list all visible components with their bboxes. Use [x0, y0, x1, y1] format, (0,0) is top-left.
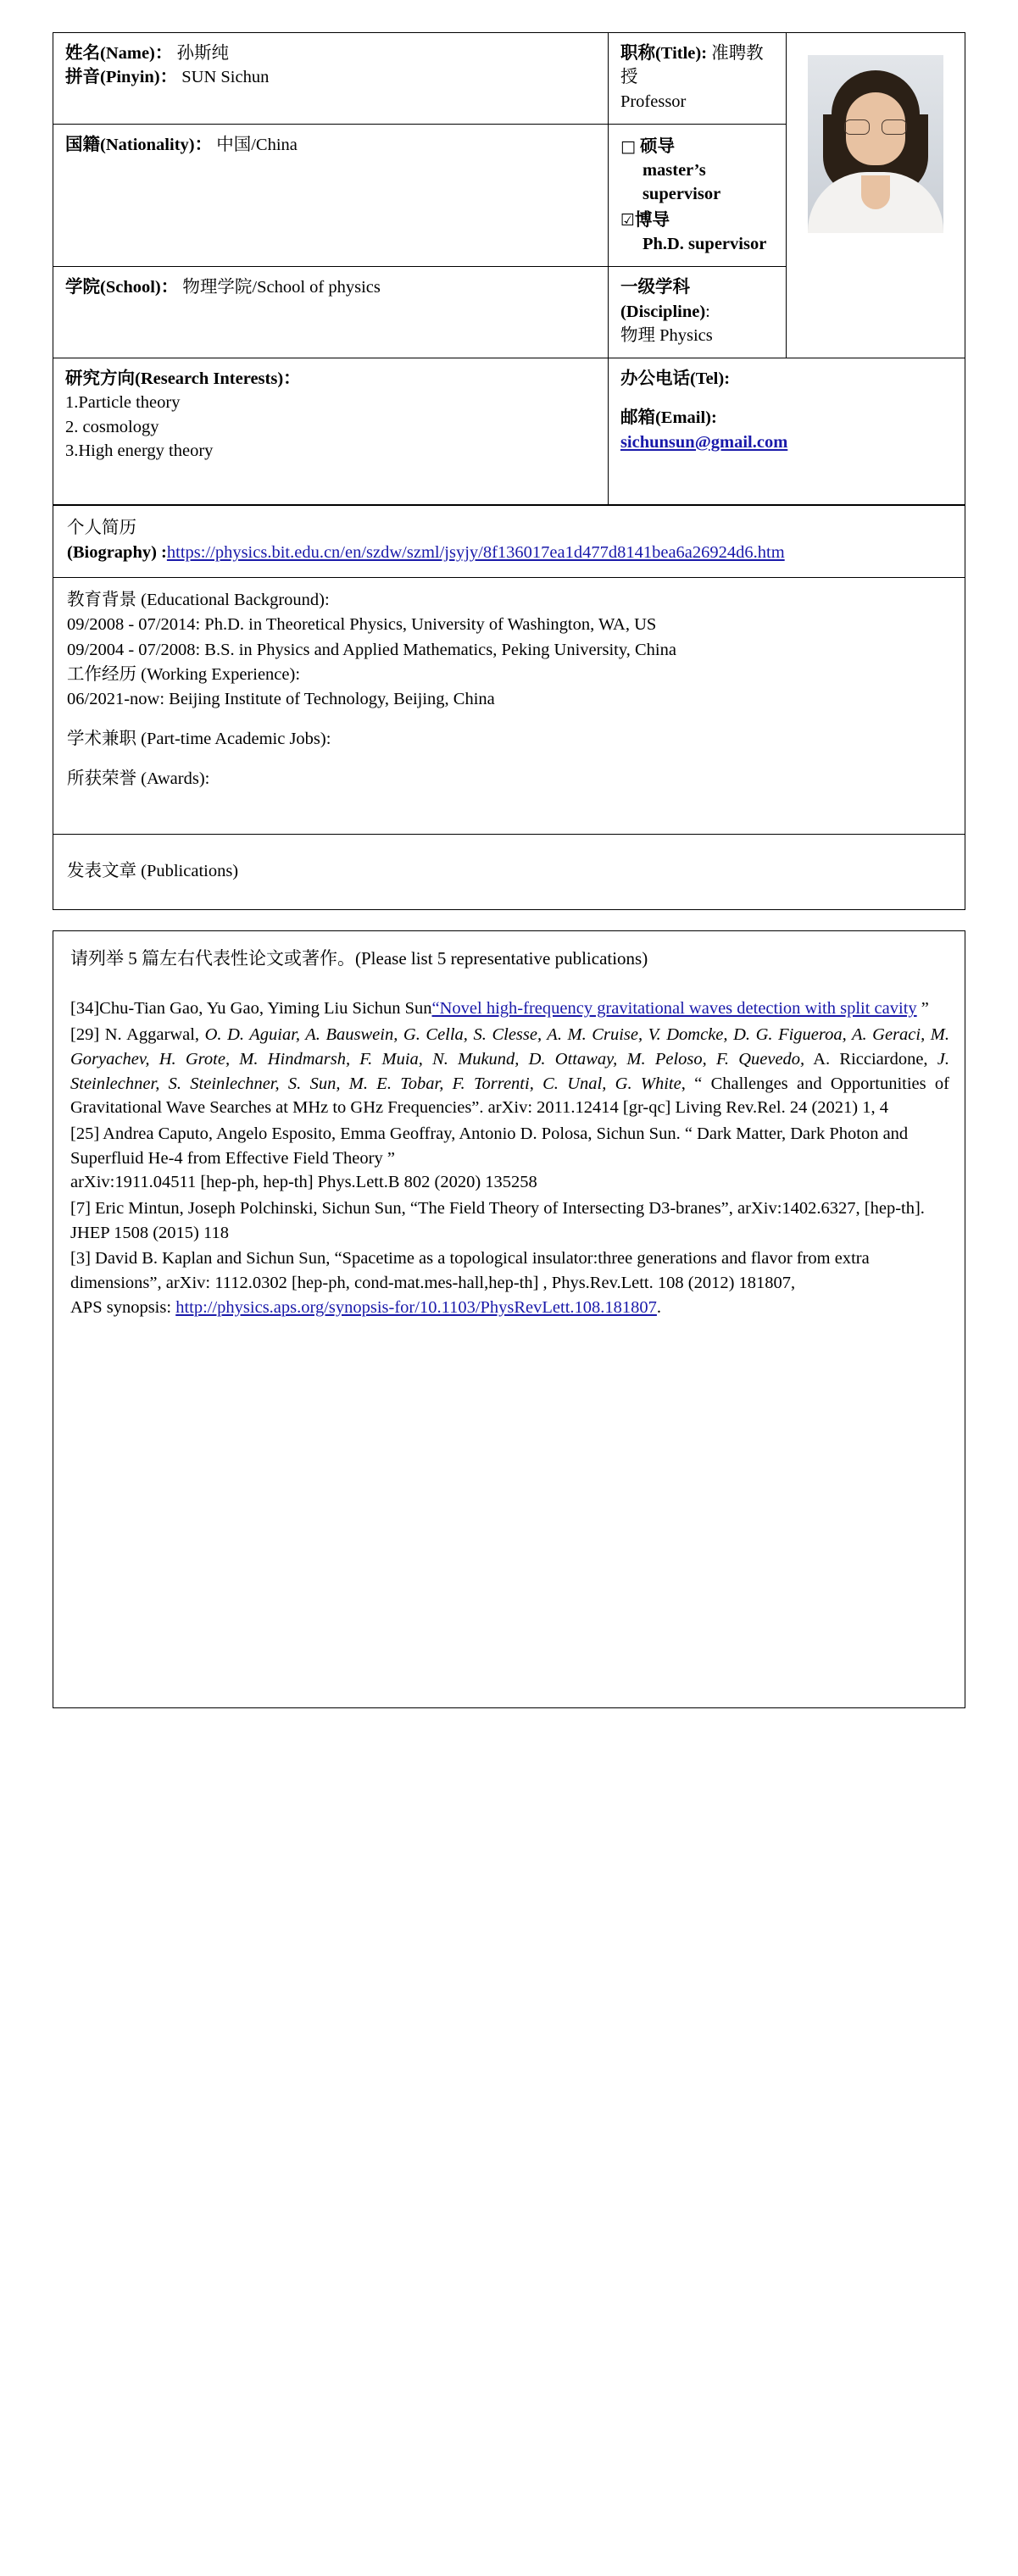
school-label: 学院(School)： — [65, 278, 179, 297]
contact-cell — [608, 358, 965, 505]
avatar — [808, 55, 943, 233]
entry3-synopsis-link[interactable]: http://physics.aps.org/synopsis-for/10.1103/PhysRevLett.108.181807 — [175, 1297, 657, 1317]
biography-cell — [53, 506, 965, 578]
publication-entry-29 — [70, 1023, 949, 1120]
awards-label: 所获荣誉 (Awards): — [67, 769, 210, 788]
entry29-italic-authors-2: J. Steinlechner, S. Steinlechner, S. Sun, M. E. Tobar, F. Torrenti, C. Unal, G. White — [70, 1049, 949, 1093]
discipline-label-tail: : — [705, 302, 710, 321]
masters-label-cn: 硕导 — [640, 136, 676, 156]
publications-header-label: 发表文章 (Publications) — [67, 861, 239, 880]
publications-instruction: 请列举 5 篇左右代表性论文或著作。(Please list 5 representative publications) — [70, 948, 648, 969]
entry29-italic-authors: O. D. Aguiar, A. Bauswein, G. Cella, S. Clesse, A. M. Cruise, V. Domcke, D. G. Figueroa, A. Geraci, M. Goryachev, H. Grote, M. Hindmarsh, F. Muia, N. Mukund, D. Ottaway, M. Peloso, F. Quevedo, — [70, 1025, 949, 1069]
profile-table — [53, 32, 965, 505]
working-label: 工作经历 (Working Experience): — [67, 664, 301, 684]
title-value-en: Professor — [620, 92, 687, 111]
entry3-text: [3] David B. Kaplan and Sichun Sun, “Spacetime as a topological insulator:three generations and flavor from extra dimensions”, arXiv: 1112.0302 [hep-ph, cond-mat.mes-hall,hep-th] , Phys.Rev.Lett. 108 (2012) 181807, — [70, 1249, 870, 1293]
discipline-cell — [608, 267, 787, 358]
entry25-text: [25] Andrea Caputo, Angelo Esposito, Emma Geoffray, Antonio D. Polosa, Sichun Sun. “ Dark Matter, Dark Photon and Superfluid He-4 from Effective Field Theory ” — [70, 1124, 909, 1168]
sections-table — [53, 505, 965, 910]
table-row-name — [53, 33, 965, 125]
supervisor-cell — [608, 124, 787, 266]
masters-label-en: master’s supervisor — [642, 161, 721, 204]
tel-label: 办公电话(Tel): — [620, 369, 731, 389]
nationality-cell — [53, 124, 609, 266]
publications-header-row — [53, 835, 965, 910]
masters-supervisor-row[interactable] — [620, 135, 776, 158]
name-value: 孙斯纯 — [176, 44, 230, 63]
email-link[interactable]: sichunsun@gmail.com — [620, 432, 788, 452]
parttime-label: 学术兼职 (Part-time Academic Jobs): — [67, 729, 331, 748]
discipline-label: 一级学科(Discipline) — [620, 278, 706, 321]
publication-entry-34 — [70, 997, 949, 1021]
masters-checkbox[interactable]: □ — [620, 136, 636, 156]
research-label: 研究方向(Research Interests)： — [65, 369, 301, 389]
pinyin-value: SUN Sichun — [181, 68, 270, 87]
education-line-1: 09/2008 - 07/2014: Ph.D. in Theoretical Physics, University of Washington, WA, US — [67, 615, 657, 635]
entry7-text: [7] Eric Mintun, Joseph Polchinski, Sichun Sun, “The Field Theory of Intersecting D3-branes”, arXiv:1402.6327, [hep-th]. JHEP 1508 (2015) 118 — [70, 1198, 925, 1242]
entry3-synopsis-label: APS synopsis: — [70, 1297, 176, 1317]
email-label: 邮箱(Email): — [620, 408, 717, 428]
publication-entry-25 — [70, 1122, 949, 1195]
phd-checkbox[interactable]: ☑ — [620, 210, 635, 230]
phd-label-cn: 博导 — [635, 210, 670, 230]
biography-link[interactable]: https://physics.bit.edu.cn/en/szdw/szml/jsyjy/8f136017ea1d477d8141bea6a26924d6.htm — [166, 543, 785, 563]
nationality-value: 中国/China — [216, 135, 298, 154]
education-label: 教育背景 (Educational Background): — [67, 591, 330, 610]
research-item-2: 2. cosmology — [65, 417, 159, 436]
name-cell — [53, 33, 609, 125]
school-value: 物理学院/School of physics — [182, 278, 381, 297]
photo-cell — [787, 33, 965, 358]
table-row-research — [53, 358, 965, 505]
title-label: 职称(Title): — [620, 44, 708, 63]
research-item-3: 3.High energy theory — [65, 441, 214, 460]
background-cell — [53, 578, 965, 835]
publication-entry-7 — [70, 1196, 949, 1245]
entry25-text2: arXiv:1911.04511 [hep-ph, hep-th] Phys.Lett.B 802 (2020) 135258 — [70, 1173, 537, 1192]
education-line-2: 09/2004 - 07/2008: B.S. in Physics and Applied Mathematics, Peking University, China — [67, 640, 676, 659]
research-item-1: 1.Particle theory — [65, 393, 181, 413]
entry29-middle: A. Ricciardone, — [804, 1049, 937, 1069]
school-cell — [53, 267, 609, 358]
name-label: 姓名(Name)： — [65, 44, 173, 63]
publications-header-cell — [53, 835, 965, 910]
research-cell — [53, 358, 609, 505]
title-cell — [608, 33, 787, 125]
background-row — [53, 578, 965, 835]
phd-label-en: Ph.D. supervisor — [642, 234, 767, 253]
title-value: 准聘教授 — [620, 44, 764, 87]
entry29-suffix: , “ Challenges and Opportunities of Gravitational Wave Searches at MHz to GHz Frequencies”. arXiv: 2011.12414 [gr-qc] Living Rev.Rel. 24 (2021) 1, 4 — [70, 1074, 950, 1118]
entry34-suffix: ” — [916, 999, 929, 1019]
publications-box — [53, 930, 965, 1708]
glasses-icon — [844, 119, 907, 133]
publication-entry-3 — [70, 1246, 949, 1319]
biography-label-cn: 个人简历 — [67, 519, 136, 538]
entry3-synopsis-tail: . — [656, 1297, 662, 1317]
entry34-link[interactable]: “Novel high-frequency gravitational waves detection with split cavity — [431, 999, 917, 1019]
biography-label-en: (Biography) : — [67, 543, 167, 563]
working-line-1: 06/2021-now: Beijing Institute of Technology, Beijing, China — [67, 689, 495, 708]
nationality-label: 国籍(Nationality)： — [65, 135, 213, 154]
phd-supervisor-row[interactable] — [620, 208, 776, 232]
pinyin-label: 拼音(Pinyin)： — [65, 68, 178, 87]
biography-row — [53, 506, 965, 578]
entry29-prefix: [29] N. Aggarwal, — [70, 1025, 205, 1045]
discipline-value: 物理 Physics — [620, 325, 713, 345]
entry34-prefix: [34]Chu-Tian Gao, Yu Gao, Yiming Liu Sichun Sun — [70, 999, 432, 1019]
